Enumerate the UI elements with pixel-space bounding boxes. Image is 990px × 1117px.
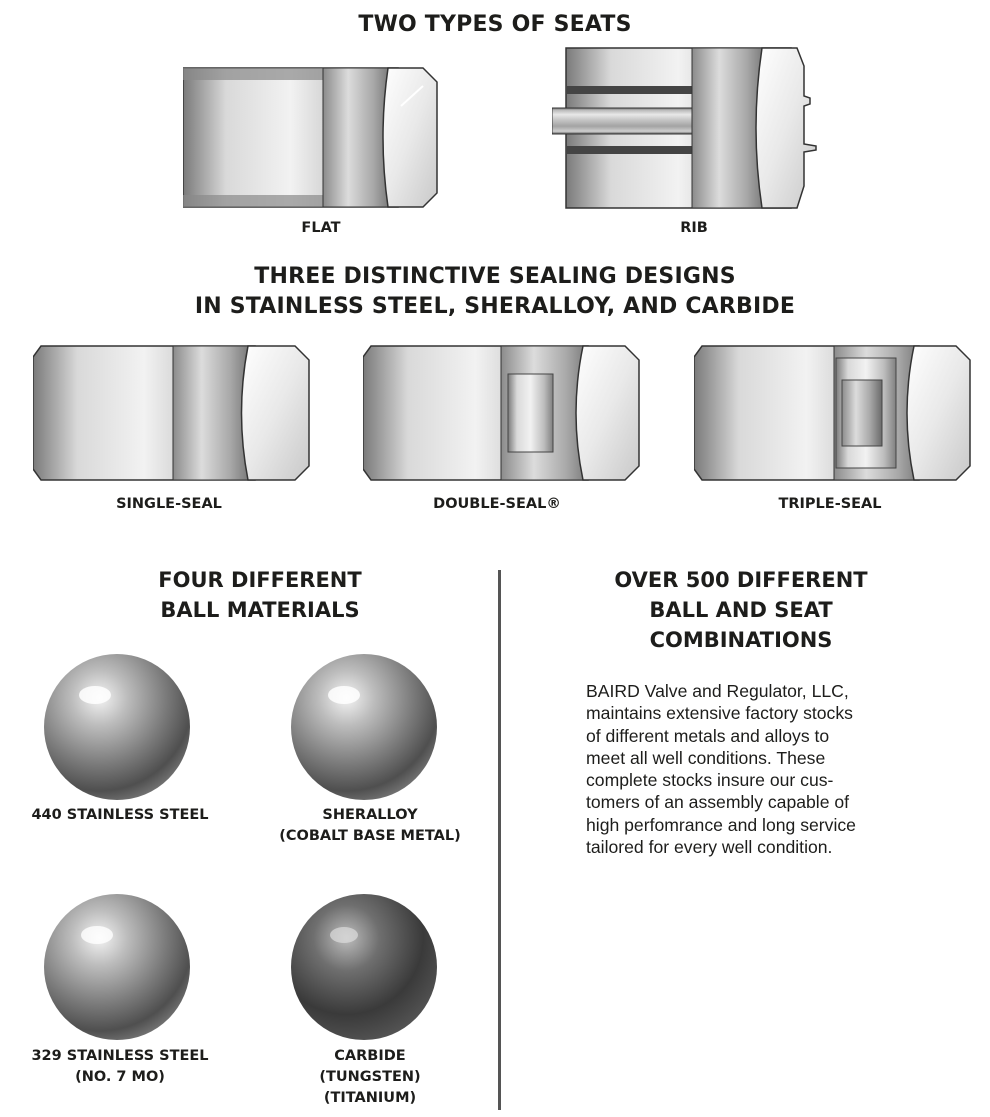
- combinations-description: BAIRD Valve and Regulator, LLC, maintains extensive factory stocks of different metals and alloys to meet all well conditions. These complete stocks insure our cus- tomers of an assembly capable of high perfomrance and long service tailored for every well condition.: [586, 681, 856, 858]
- ball-440-stainless-caption: 440 STAINLESS STEEL: [31, 807, 209, 823]
- triple-seal-image: [694, 344, 971, 482]
- ball-carbide-caption-line1: CARBIDE: [334, 1048, 406, 1064]
- balls-heading-line2: BALL MATERIALS: [160, 598, 360, 622]
- double-seal-caption: DOUBLE-SEAL®: [433, 496, 561, 512]
- seats-heading: TWO TYPES OF SEATS: [358, 12, 632, 37]
- ball-sheralloy-caption-line2: (COBALT BASE METAL): [279, 828, 461, 844]
- triple-seal-caption: TRIPLE-SEAL: [778, 496, 882, 512]
- flat-caption: FLAT: [301, 220, 341, 236]
- rib-caption: RIB: [680, 220, 708, 236]
- double-seal-image: [363, 344, 640, 482]
- column-divider: [498, 570, 501, 1110]
- single-seal-caption: SINGLE-SEAL: [116, 496, 222, 512]
- ball-329-stainless-image: [43, 893, 191, 1041]
- ball-carbide-caption-line2: (TUNGSTEN): [319, 1069, 421, 1085]
- ball-329-stainless-caption-line1: 329 STAINLESS STEEL: [31, 1048, 209, 1064]
- ball-carbide-image: [290, 893, 438, 1041]
- flat-seat-image: [183, 66, 438, 209]
- ball-440-stainless-image: [43, 653, 191, 801]
- balls-heading-line1: FOUR DIFFERENT: [158, 568, 362, 592]
- ball-329-stainless-caption-line2: (NO. 7 MO): [75, 1069, 165, 1085]
- rib-seat-image: [552, 46, 830, 210]
- ball-carbide-caption-line3: (TITANIUM): [323, 1090, 417, 1106]
- ball-sheralloy-image: [290, 653, 438, 801]
- ball-sheralloy-caption-line1: SHERALLOY: [322, 807, 418, 823]
- single-seal-image: [33, 344, 310, 482]
- combinations-heading-line2: BALL AND SEAT: [649, 598, 833, 622]
- combinations-heading-line3: COMBINATIONS: [649, 628, 833, 652]
- sealing-heading-line2: IN STAINLESS STEEL, SHERALLOY, AND CARBIDE: [194, 294, 796, 319]
- sealing-heading-line1: THREE DISTINCTIVE SEALING DESIGNS: [254, 264, 736, 289]
- combinations-heading-line1: OVER 500 DIFFERENT: [614, 568, 868, 592]
